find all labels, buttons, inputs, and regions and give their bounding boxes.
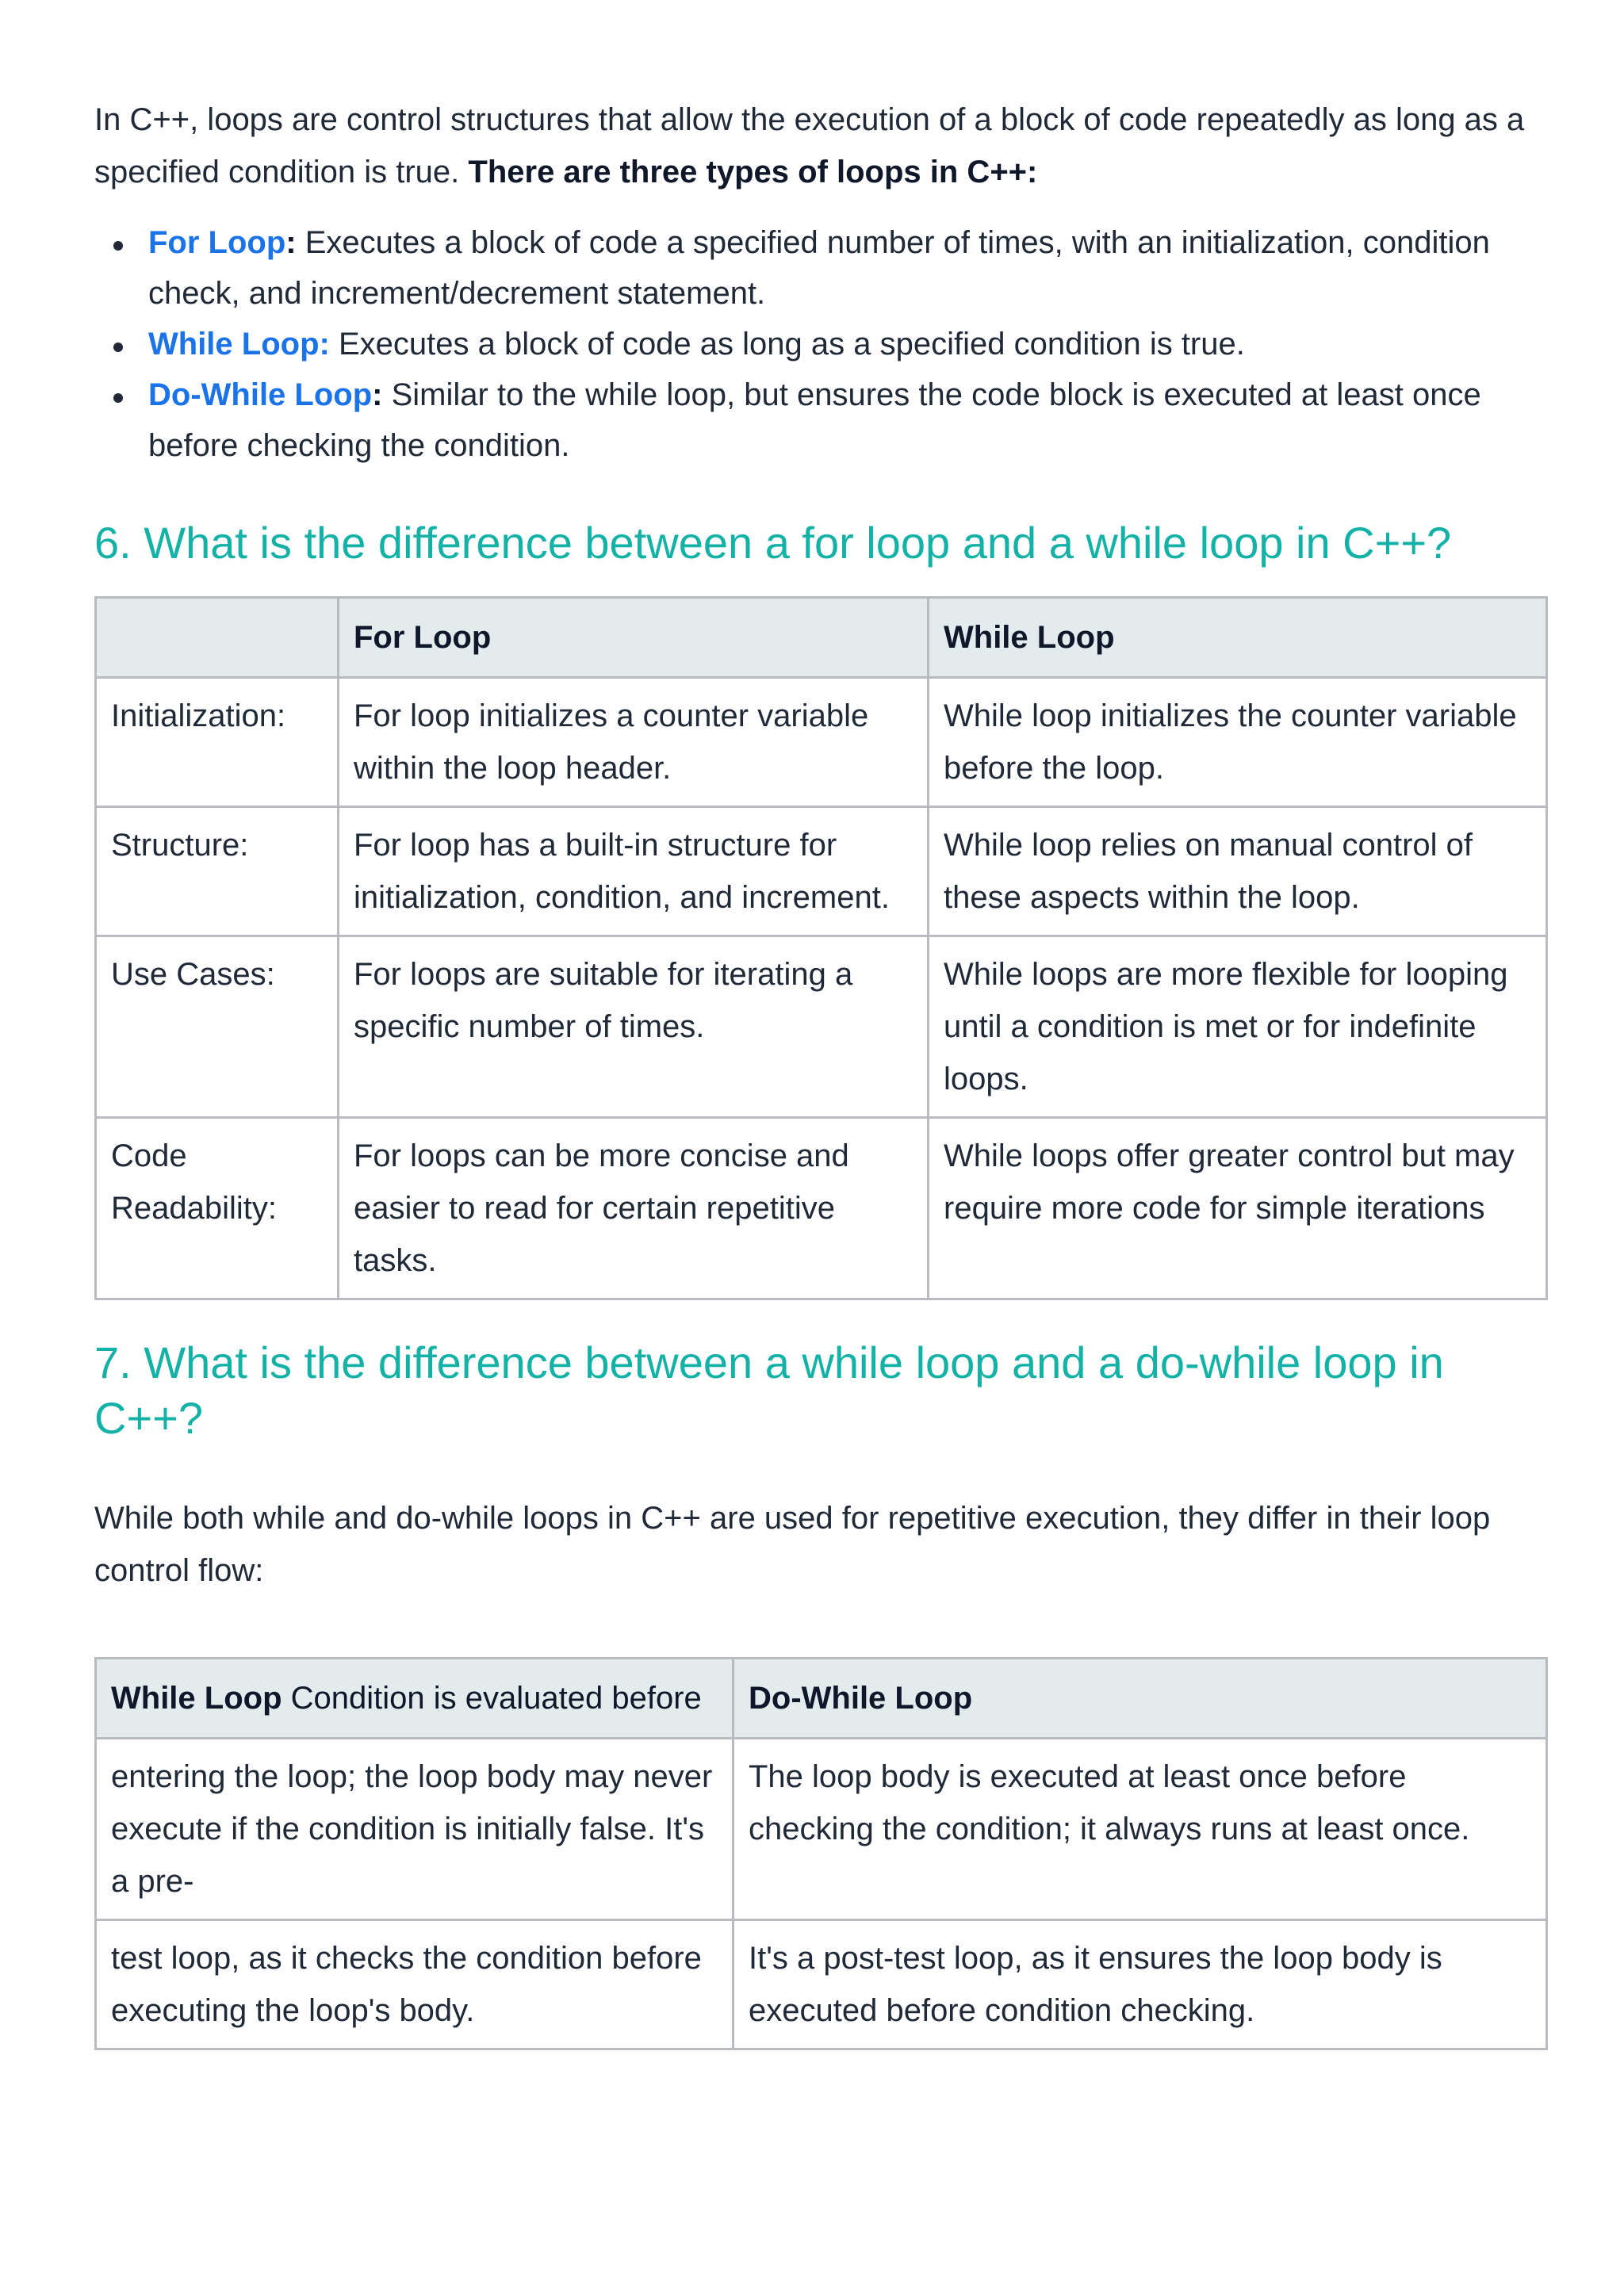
header-normal-label: Condition is evaluated before <box>290 1681 702 1716</box>
table-cell: For loops are suitable for iterating a specific number of times. <box>339 936 929 1118</box>
table-row <box>96 1118 1547 1299</box>
loop-desc: Similar to the while loop, but ensures the code block is executed at least once before checking the condition. <box>148 377 1481 463</box>
table-cell: entering the loop; the loop body may never execute if the condition is initially false. It's a pre- <box>96 1739 733 1920</box>
table-cell: While loop initializes the counter variable before the loop. <box>929 678 1547 807</box>
for-vs-while-table <box>94 596 1548 1300</box>
table-header-cell: While Loop <box>929 598 1547 678</box>
loop-types-list <box>94 217 1545 471</box>
list-item: Do-While Loop: Similar to the while loop, but ensures the code block is executed at least once before checking the condition. <box>94 369 1545 471</box>
table-header-cell: Do-While Loop <box>733 1659 1547 1739</box>
table-header-cell <box>96 1659 733 1739</box>
intro-paragraph <box>94 94 1545 198</box>
table-cell: It's a post-test loop, as it ensures the loop body is executed before condition checking. <box>733 1920 1547 2049</box>
bullet-icon <box>113 342 123 352</box>
table-cell-label: Initialization: <box>96 678 339 807</box>
intro-bold-text: There are three types of loops in C++: <box>468 155 1038 189</box>
q7-heading: 7. What is the difference between a while loop and a do-while loop in C++? <box>94 1337 1444 1443</box>
document-page <box>94 94 1545 2050</box>
table-cell: For loop has a built-in structure for initialization, condition, and increment. <box>339 807 929 936</box>
table-header-cell <box>96 598 339 678</box>
table-cell-label: Structure: <box>96 807 339 936</box>
list-item: While Loop: Executes a block of code as long as a specified condition is true. <box>94 319 1545 369</box>
while-vs-dowhile-table <box>94 1657 1548 2050</box>
loop-desc: Executes a block of code as long as a specified condition is true. <box>338 327 1245 362</box>
q6-heading: 6. What is the difference between a for loop and a while loop in C++? <box>94 518 1452 568</box>
table-row <box>96 1739 1547 1920</box>
list-item: For Loop: Executes a block of code a specified number of times, with an initialization, condition check, and increment/decrement statement. <box>94 217 1545 319</box>
table-cell: For loops can be more concise and easier to read for certain repetitive tasks. <box>339 1118 929 1299</box>
bullet-icon <box>113 393 123 403</box>
table-cell: While loops offer greater control but may require more code for simple iterations <box>929 1118 1547 1299</box>
q7-intro-paragraph: While both while and do-while loops in C++ are used for repetitive execution, they differ in their loop control flow: <box>94 1501 1491 1588</box>
intro-text: In C++, loops are control structures that allow the execution of a block of code repeatedly as long as a specified condition is true. <box>94 102 1525 189</box>
table-header-row <box>96 1659 1547 1739</box>
table-cell: For loop initializes a counter variable within the loop header. <box>339 678 929 807</box>
bullet-icon <box>113 241 123 251</box>
table-cell-label: Code Readability: <box>96 1118 339 1299</box>
table-cell: While loops are more flexible for looping until a condition is met or for indefinite loops. <box>929 936 1547 1118</box>
table-row <box>96 936 1547 1118</box>
loop-desc: Executes a block of code a specified number of times, with an initialization, condition check, and increment/decrement statement. <box>148 225 1490 311</box>
table-cell: While loop relies on manual control of these aspects within the loop. <box>929 807 1547 936</box>
table-row <box>96 678 1547 807</box>
table-cell: The loop body is executed at least once before checking the condition; it always runs at least once. <box>733 1739 1547 1920</box>
header-bold-label: While Loop <box>111 1681 282 1716</box>
table-row <box>96 807 1547 936</box>
table-cell-label: Use Cases: <box>96 936 339 1118</box>
loop-term: While Loop <box>148 327 320 362</box>
loop-term: Do-While Loop <box>148 377 373 412</box>
table-row <box>96 1920 1547 2049</box>
table-header-cell: For Loop <box>339 598 929 678</box>
loop-term: For Loop <box>148 225 286 260</box>
table-header-row <box>96 598 1547 678</box>
table-cell: test loop, as it checks the condition before executing the loop's body. <box>96 1920 733 2049</box>
